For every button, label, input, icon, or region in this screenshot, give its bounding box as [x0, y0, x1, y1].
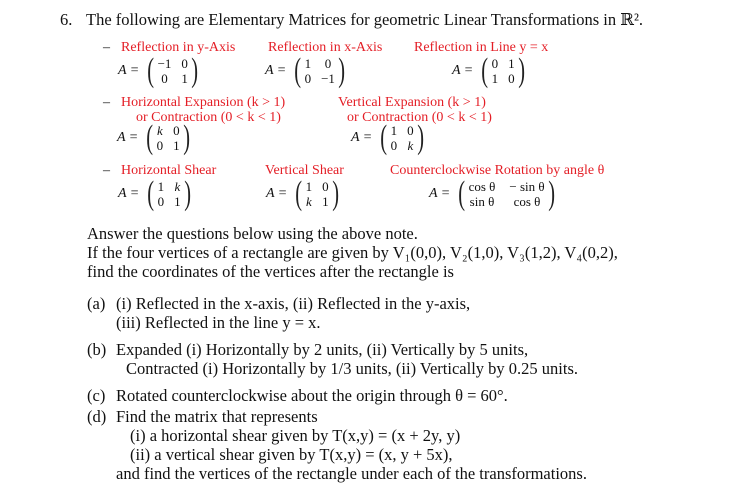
part-a-line-1: (i) Reflected in the x-axis, (ii) Reflected in the y-axis, [116, 294, 471, 313]
instruction-line-2: If the four vertices of a rectangle are given by V₁(0,0), V₂(1,0), V₃(1,2), V₄(0,2), [87, 243, 618, 262]
label-vertical-expansion: Vertical Expansion (k > 1) [338, 95, 486, 110]
matrix-horizontal-shear: A = ( 1 k 0 1 ) [118, 175, 191, 212]
matrix-reflection-line: A = ( 0 1 1 0 ) [452, 52, 525, 89]
instruction-line-1: Answer the questions below using the above note. [87, 224, 418, 243]
part-b-line-2: Contracted (i) Horizontally by 1/3 units, (ii) Vertically by 0.25 units. [126, 359, 578, 378]
bullet-dash: – [103, 163, 110, 178]
label-horizontal-expansion: Horizontal Expansion (k > 1) [121, 95, 286, 110]
part-d-line-1: Find the matrix that represents [116, 407, 318, 426]
matrix-rotation: A = ( cos θ − sin θ sin θ cos θ ) [429, 175, 555, 212]
matrix-reflection-x: A = ( 1 0 0 −1 ) [265, 52, 345, 89]
bullet-dash: – [103, 95, 110, 110]
part-d-line-4: and find the vertices of the rectangle under each of the transformations. [116, 464, 587, 483]
problem-intro: The following are Elementary Matrices for geometric Linear Transformations in ℝ². [86, 10, 644, 29]
label-reflection-line: Reflection in Line y = x [414, 40, 549, 55]
part-a-line-2: (iii) Reflected in the line y = x. [116, 313, 321, 332]
part-b-tag: (b) [87, 340, 107, 359]
label-vertical-shear: Vertical Shear [265, 163, 344, 178]
part-d-line-2: (i) a horizontal shear given by T(x,y) = (x + 2y, y) [130, 426, 461, 445]
part-d-tag: (d) [87, 407, 107, 426]
label-horizontal-contraction: or Contraction (0 < k < 1) [136, 110, 281, 125]
part-b-line-1: Expanded (i) Horizontally by 2 units, (ii) Vertically by 5 units, [116, 340, 529, 359]
matrix-reflection-y: A = ( −1 0 0 1 ) [118, 52, 198, 89]
instruction-line-3: find the coordinates of the vertices after the rectangle is [87, 262, 454, 281]
matrix-vertical-expansion: A = ( 1 0 0 k ) [351, 119, 424, 156]
part-c-tag: (c) [87, 386, 106, 405]
part-c-line-1: Rotated counterclockwise about the origin through θ = 60°. [116, 386, 508, 405]
label-rotation: Counterclockwise Rotation by angle θ [390, 163, 605, 178]
bullet-dash: – [103, 40, 110, 55]
label-vertical-contraction: or Contraction (0 < k < 1) [347, 110, 492, 125]
part-a-tag: (a) [87, 294, 106, 313]
label-reflection-y: Reflection in y-Axis [121, 40, 236, 55]
part-d-line-3: (ii) a vertical shear given by T(x,y) = (x, y + 5x), [130, 445, 453, 464]
label-reflection-x: Reflection in x-Axis [268, 40, 383, 55]
matrix-vertical-shear: A = ( 1 0 k 1 ) [266, 175, 339, 212]
problem-number: 6. [60, 10, 73, 29]
label-horizontal-shear: Horizontal Shear [121, 163, 217, 178]
matrix-horizontal-expansion: A = ( k 0 0 1 ) [117, 119, 190, 156]
